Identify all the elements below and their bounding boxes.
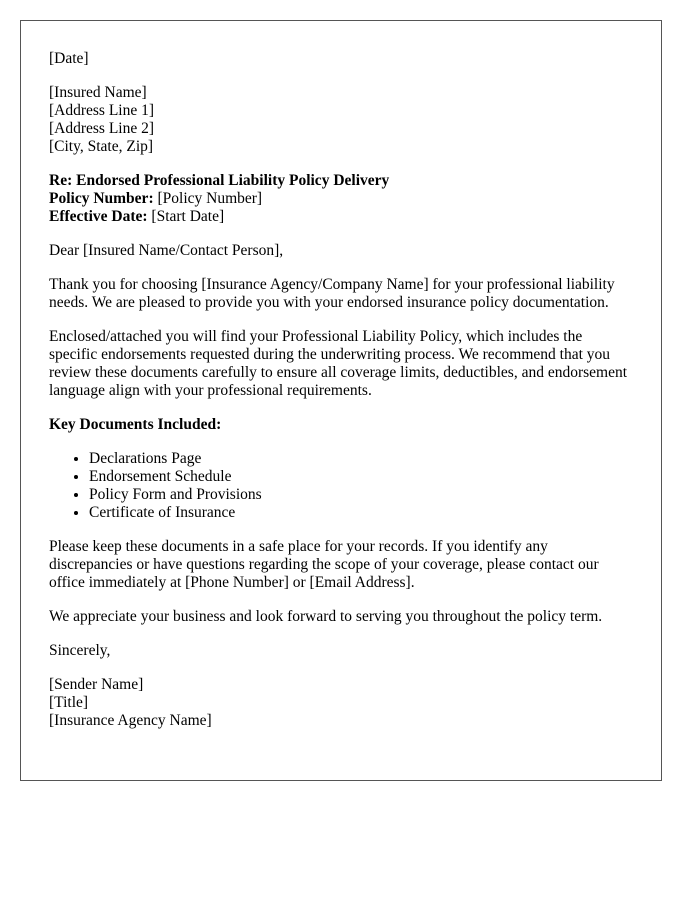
list-item: • Declarations Page <box>89 450 633 468</box>
documents-list <box>49 450 633 522</box>
list-item: • Certificate of Insurance <box>89 504 633 522</box>
sender-name: [Sender Name] <box>49 676 144 693</box>
policy-number-value: [Policy Number] <box>153 190 263 207</box>
body-paragraph-1: Thank you for choosing [Insurance Agency/Company Name] for your professional liability needs. We are pleased to provide you with your endorsed insurance policy documentation. <box>49 276 615 311</box>
list-item: • Endorsement Schedule <box>89 468 633 486</box>
recipient-address-line-2: [Address Line 2] <box>49 120 155 137</box>
effective-date-value: [Start Date] <box>147 208 225 225</box>
salutation: Dear [Insured Name/Contact Person], <box>49 242 284 259</box>
list-item: • Policy Form and Provisions <box>89 486 633 504</box>
body-paragraph-2: Enclosed/attached you will find your Professional Liability Policy, which includes the specific endorsements requested during the underwriting process. We recommend that you review these documents carefully to ensure all coverage limits, deductibles, and endorsement language align with your professional requirements. <box>49 328 628 399</box>
sender-title: [Title] <box>49 694 89 711</box>
recipient-address <box>49 84 633 156</box>
letter-date: [Date] <box>49 50 89 67</box>
effective-date-label: Effective Date: <box>49 208 148 225</box>
effective-date-line <box>49 208 633 226</box>
closing-paragraph-1: Please keep these documents in a safe place for your records. If you identify any discrepancies or have questions regarding the scope of your coverage, please contact our office immediately at [Phone Number] or [Email Address]. <box>49 538 599 591</box>
documents-heading: Key Documents Included: <box>49 416 222 433</box>
policy-number-line <box>49 190 633 208</box>
reference-block <box>49 172 633 226</box>
sender-agency: [Insurance Agency Name] <box>49 712 212 729</box>
sign-off: Sincerely, <box>49 642 111 659</box>
sender-block <box>49 676 633 730</box>
re-line <box>49 172 633 190</box>
recipient-name: [Insured Name] <box>49 84 147 101</box>
policy-number-label: Policy Number: <box>49 190 154 207</box>
recipient-address-line-1: [Address Line 1] <box>49 102 155 119</box>
recipient-city-state-zip: [City, State, Zip] <box>49 138 154 155</box>
closing-paragraph-2: We appreciate your business and look forward to serving you throughout the policy term. <box>49 608 603 625</box>
letter-page <box>20 20 662 781</box>
re-label: Re: Endorsed Professional Liability Policy Delivery <box>49 172 390 189</box>
